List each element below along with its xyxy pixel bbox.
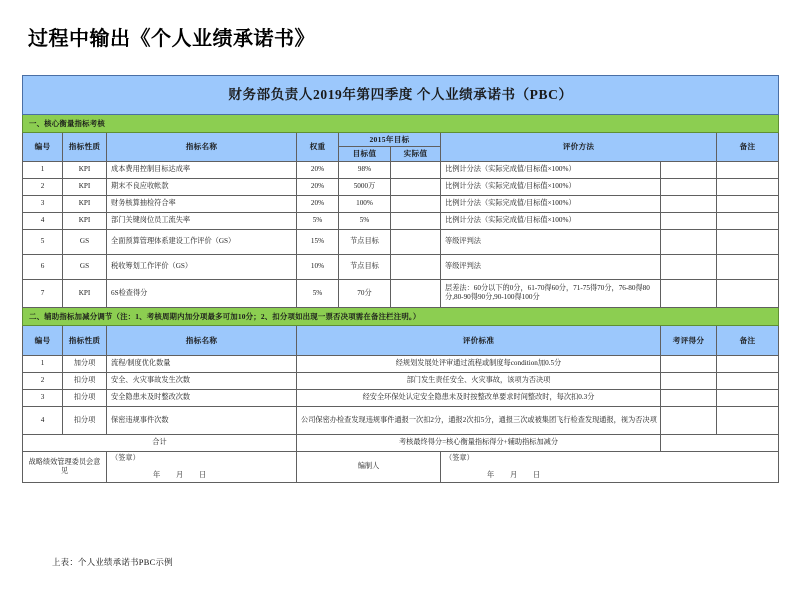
cell-method: 比例计分法（实际完成值/目标值×100%） (441, 195, 661, 212)
cell-name: 6S检查得分 (107, 279, 297, 307)
cell-remark (717, 212, 779, 229)
cell-target: 节点目标 (339, 254, 391, 279)
cell-name: 全面预算管理体系建设工作评价（GS） (107, 229, 297, 254)
col-header-nature: 指标性质 (63, 133, 107, 162)
cell-name: 成本费用控制目标达成率 (107, 161, 297, 178)
doc-title: 财务部负责人2019年第四季度 个人业绩承诺书（PBC） (23, 76, 779, 115)
cell-weight: 10% (297, 254, 339, 279)
cell-no: 1 (23, 355, 63, 372)
cell-method: 比例计分法（实际完成值/目标值×100%） (441, 161, 661, 178)
cell-actual (391, 161, 441, 178)
cell-remark (717, 389, 779, 406)
pbc-table-container (22, 75, 778, 483)
cell-weight: 20% (297, 161, 339, 178)
section1-band-label: 一、核心衡量指标考核 (23, 115, 779, 133)
cell-remark (717, 372, 779, 389)
total-formula: 考核最终得分=核心衡量指标得分+辅助指标加减分 (297, 434, 661, 451)
cell-actual (391, 178, 441, 195)
section1-band-row (23, 115, 779, 133)
cell-weight: 5% (297, 212, 339, 229)
col-header-target-group: 2015年目标 (339, 133, 441, 147)
cell-score (661, 389, 717, 406)
section2-band-label: 二、辅助指标加减分调节（注：1、考核周期内加分项最多可加10分；2、扣分项如出现一票否决项需在备注栏注明。） (23, 307, 779, 325)
cell-remark (717, 406, 779, 434)
col-header-actual-value: 实际值 (391, 147, 441, 161)
page-title: 过程中输出《个人业绩承诺书》 (28, 28, 315, 50)
cell-actual (391, 195, 441, 212)
table-row (23, 195, 779, 212)
section2-header-row (23, 325, 779, 355)
cell-target: 100% (339, 195, 391, 212)
cell-remark (717, 195, 779, 212)
section1-header-row-1 (23, 133, 779, 147)
col-header-no: 编号 (23, 133, 63, 162)
col-header-name-2: 指标名称 (107, 325, 297, 355)
cell-nature: 加分项 (63, 355, 107, 372)
committee-seal-label: （签章） (111, 453, 140, 462)
table-row (23, 254, 779, 279)
cell-nature: 扣分项 (63, 406, 107, 434)
cell-criteria: 经安全环保处认定安全隐患未及时按整改单要求时间整改时，每次扣0.3分 (297, 389, 661, 406)
cell-score (661, 212, 717, 229)
cell-score (661, 254, 717, 279)
preparer-seal-label: （签章） (445, 453, 474, 462)
col-header-name: 指标名称 (107, 133, 297, 162)
total-row (23, 434, 779, 451)
cell-nature: KPI (63, 212, 107, 229)
cell-no: 4 (23, 212, 63, 229)
cell-criteria: 经规划发展处评审通过流程或制度每condition加0.5分 (297, 355, 661, 372)
cell-score (661, 178, 717, 195)
cell-remark (717, 355, 779, 372)
cell-remark (717, 279, 779, 307)
col-header-nature-2: 指标性质 (63, 325, 107, 355)
cell-target: 98% (339, 161, 391, 178)
cell-target: 5000万 (339, 178, 391, 195)
cell-method: 比例计分法（实际完成值/目标值×100%） (441, 178, 661, 195)
table-row (23, 389, 779, 406)
pbc-table (22, 75, 779, 483)
table-row (23, 229, 779, 254)
total-label: 合计 (23, 434, 297, 451)
col-header-method: 评价方法 (441, 133, 717, 162)
section2-band-row (23, 307, 779, 325)
signoff-row (23, 451, 779, 482)
col-header-remark: 备注 (717, 133, 779, 162)
doc-title-row (23, 76, 779, 115)
committee-date-label: 年 月 日 (153, 470, 214, 479)
cell-nature: KPI (63, 279, 107, 307)
cell-nature: GS (63, 254, 107, 279)
cell-name: 财务核算抽检符合率 (107, 195, 297, 212)
cell-name: 期末不良应收帐款 (107, 178, 297, 195)
cell-remark (717, 161, 779, 178)
cell-no: 3 (23, 195, 63, 212)
cell-score (661, 195, 717, 212)
cell-score (661, 355, 717, 372)
col-header-criteria: 评价标准 (297, 325, 661, 355)
cell-weight: 20% (297, 178, 339, 195)
cell-no: 2 (23, 372, 63, 389)
cell-no: 7 (23, 279, 63, 307)
cell-target: 5% (339, 212, 391, 229)
table-row (23, 355, 779, 372)
cell-remark (717, 254, 779, 279)
cell-score (661, 372, 717, 389)
col-header-target-value: 目标值 (339, 147, 391, 161)
cell-score (661, 161, 717, 178)
cell-no: 6 (23, 254, 63, 279)
cell-name: 税收筹划工作评价（GS） (107, 254, 297, 279)
preparer-signature-cell (441, 451, 779, 482)
cell-name: 流程/制度优化数量 (107, 355, 297, 372)
cell-score (661, 279, 717, 307)
cell-weight: 20% (297, 195, 339, 212)
cell-method: 等级评判法 (441, 229, 661, 254)
col-header-weight: 权重 (297, 133, 339, 162)
cell-name: 安全隐患未及时整改次数 (107, 389, 297, 406)
cell-score (661, 406, 717, 434)
committee-signature-cell (107, 451, 297, 482)
cell-name: 安全、火灾事故发生次数 (107, 372, 297, 389)
cell-target: 节点目标 (339, 229, 391, 254)
cell-method: 层差法：60分以下的0分，61-70得60分，71-75得70分，76-80得80分,80-90得90分,90-100得100分 (441, 279, 661, 307)
cell-actual (391, 254, 441, 279)
cell-no: 4 (23, 406, 63, 434)
table-row (23, 178, 779, 195)
cell-remark (717, 229, 779, 254)
total-blank (661, 434, 779, 451)
cell-nature: 扣分项 (63, 389, 107, 406)
cell-nature: KPI (63, 195, 107, 212)
cell-no: 1 (23, 161, 63, 178)
committee-opinion-label: 战略绩效管理委员会意见 (23, 451, 107, 482)
cell-nature: KPI (63, 178, 107, 195)
table-row (23, 406, 779, 434)
table-row (23, 212, 779, 229)
col-header-remark-2: 备注 (717, 325, 779, 355)
cell-method: 比例计分法（实际完成值/目标值×100%） (441, 212, 661, 229)
figure-caption: 上表：个人业绩承诺书PBC示例 (52, 558, 173, 567)
cell-name: 保密违规事件次数 (107, 406, 297, 434)
cell-nature: GS (63, 229, 107, 254)
col-header-no-2: 编号 (23, 325, 63, 355)
cell-weight: 15% (297, 229, 339, 254)
cell-actual (391, 229, 441, 254)
cell-nature: KPI (63, 161, 107, 178)
cell-actual (391, 212, 441, 229)
preparer-date-label: 年 月 日 (487, 470, 548, 479)
cell-score (661, 229, 717, 254)
cell-remark (717, 178, 779, 195)
cell-name: 部门关键岗位员工流失率 (107, 212, 297, 229)
cell-nature: 扣分项 (63, 372, 107, 389)
table-row (23, 372, 779, 389)
cell-method: 等级评判法 (441, 254, 661, 279)
table-row (23, 161, 779, 178)
cell-criteria: 公司保密办检查发现违规事件通报一次扣2分，通报2次扣5分，通报三次或被集团飞行检查发现通报，视为否决项 (297, 406, 661, 434)
cell-no: 5 (23, 229, 63, 254)
cell-criteria: 部门发生责任安全、火灾事故，该项为否决项 (297, 372, 661, 389)
preparer-label: 编制人 (297, 451, 441, 482)
cell-weight: 5% (297, 279, 339, 307)
cell-no: 2 (23, 178, 63, 195)
col-header-score-2: 考评得分 (661, 325, 717, 355)
table-row (23, 279, 779, 307)
cell-no: 3 (23, 389, 63, 406)
cell-actual (391, 279, 441, 307)
cell-target: 70分 (339, 279, 391, 307)
